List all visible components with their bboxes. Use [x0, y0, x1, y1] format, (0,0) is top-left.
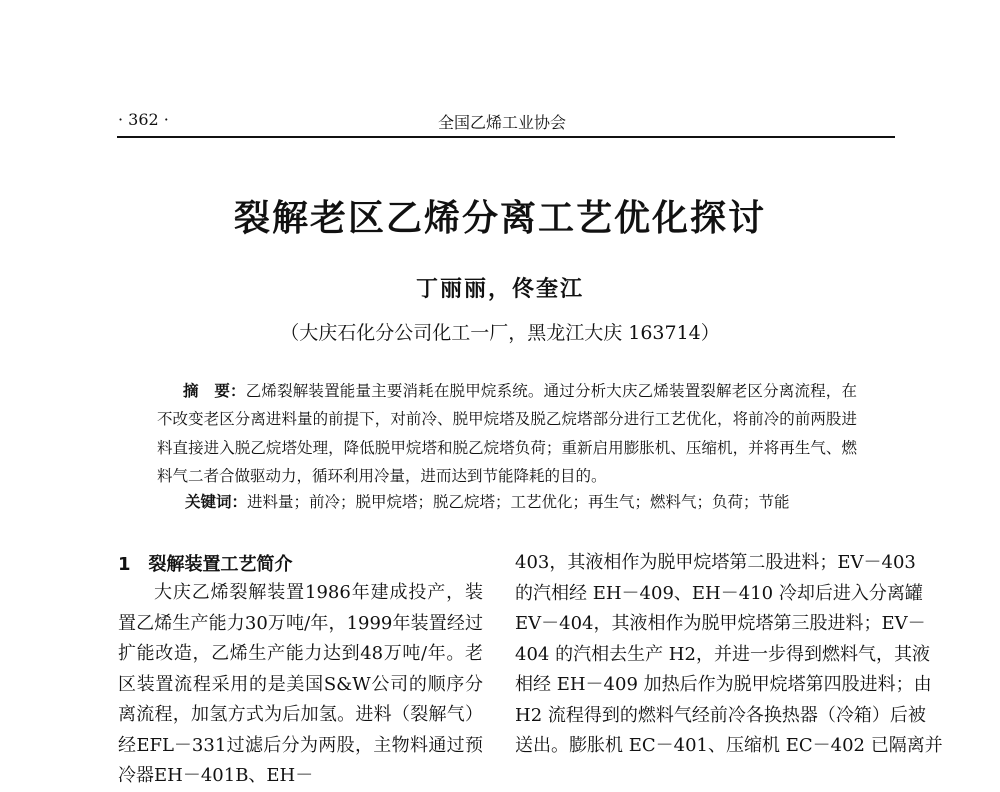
- section-heading: 1 裂解装置工艺简介: [118, 554, 293, 575]
- header-rule: [117, 136, 895, 138]
- body-line: 404 的汽相去生产 H2，并进一步得到燃料气，其液: [515, 643, 930, 665]
- body-line: 相经 EH－409 加热后作为脱甲烷塔第四股进料；由: [515, 674, 932, 695]
- paper-authors: 丁丽丽，佟奎江: [415, 276, 584, 302]
- paper-title: 裂解老区乙烯分离工艺优化探讨: [233, 198, 766, 239]
- keywords: [185, 490, 790, 512]
- body-line: EV－404，其液相作为脱甲烷塔第三股进料；EV－: [515, 613, 926, 634]
- page-number: · 362 ·: [118, 110, 169, 129]
- abstract-text: 乙烯裂解装置能量主要消耗在脱甲烷系统。通过分析大庆乙烯装置裂解老区分离流程，在不改变老区分离进料量的前提下，对前冷、脱甲烷塔及脱乙烷塔部分进行工艺优化，将前冷的前两股进料直接进入脱乙烷塔处理，降低脱甲烷塔和脱乙烷塔负荷；重新启用膨胀机、压缩机，并将再生气、燃料气二者合做驱动力，循环利用冷量，进而达到节能降耗的目的。: [157, 382, 857, 486]
- abstract: [157, 377, 857, 491]
- keywords-text: 进料量；前冷；脱甲烷塔；脱乙烷塔；工艺优化；再生气；燃料气；负荷；节能: [247, 493, 790, 511]
- body-right-column: [515, 548, 943, 762]
- body-line: H2 流程得到的燃料气经前冷各换热器（冷箱）后被: [515, 704, 926, 726]
- body-line: 送出。膨胀机 EC－401、压缩机 EC－402 已隔离并: [515, 735, 943, 756]
- body-left-column: 大庆乙烯裂解装置1986年建成投产，装置乙烯生产能力30万吨/年，1999年装置经过扩能改造，乙烯生产能力达到48万吨/年。老区装置流程采用的是美国S&W公司的顺序分离流程，加氢方式为后加氢。进料（裂解气）经EFL－331过滤后分为两股，主物料通过预冷器EH－401B、EH－: [118, 582, 483, 786]
- paper-affiliation: （大庆石化分公司化工一厂，黑龙江大庆 163714）: [280, 322, 720, 344]
- abstract-label: 摘 要：: [183, 382, 246, 400]
- body-line: 403，其液相作为脱甲烷塔第二股进料；EV－403: [515, 552, 916, 573]
- journal-header: 全国乙烯工业协会: [438, 113, 567, 132]
- body-line: 的汽相经 EH－409、EH－410 冷却后进入分离罐: [515, 582, 923, 604]
- keywords-label: 关键词：: [185, 493, 248, 511]
